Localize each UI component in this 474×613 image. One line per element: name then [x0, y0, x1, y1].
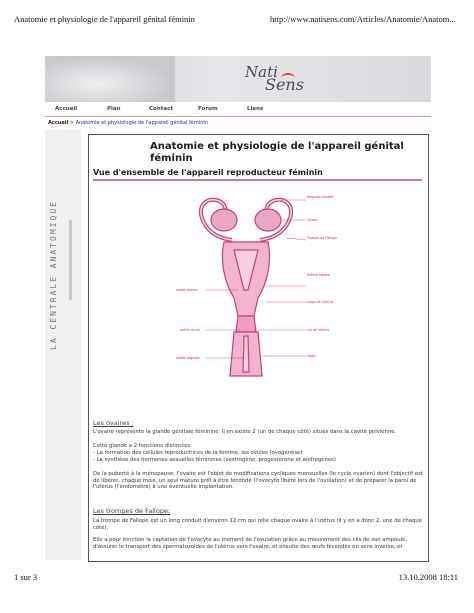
logo-text-2: Sens [265, 75, 304, 94]
print-footer [14, 572, 458, 584]
label-orifice: orifice du col [180, 328, 201, 332]
article-content [88, 134, 429, 562]
nav-contact[interactable]: Contact [149, 106, 173, 112]
breadcrumb-sep: > [68, 120, 76, 126]
nav-liens[interactable]: Liens [247, 106, 264, 112]
sidebar-bar [69, 220, 72, 300]
label-isthme: Isthme tubaire [307, 273, 330, 277]
banner-photo [45, 56, 175, 102]
trompes-p1: La trompe de Fallope est un long conduit d'environ 12 cm qui relie chaque ovaire à l'utérus (il y en a donc 2, une de chaque côté). [93, 518, 423, 531]
site-banner [45, 56, 431, 102]
page-frame [45, 130, 431, 560]
vaginal-canal [243, 336, 249, 372]
reproductive-system-diagram [136, 190, 356, 390]
label-col: col de l'utérus [307, 328, 330, 332]
article-subtitle: Vue d'ensemble de l'appareil reproducteur féminin [93, 168, 422, 181]
print-header-url: http://www.natisens.com/Articles/Anatomie/Anatom... [270, 14, 456, 24]
right-ovary [255, 209, 281, 231]
nav-forum[interactable]: Forum [198, 106, 218, 112]
nav-accueil[interactable]: Accueil [55, 106, 78, 112]
trompes-heading: Les trompes de Fallope: [93, 507, 171, 515]
ovaires-li1: - La formation des cellules reproductrices de la femme, les ovules (ovogénèse) [93, 450, 303, 456]
print-header [14, 14, 466, 26]
label-vagin: Vagin [307, 354, 316, 358]
main-nav [45, 106, 431, 117]
ovaires-p2: Cette glande a 2 fonctions distinctes: [93, 443, 193, 449]
print-header-title: Anatomie et physiologie de l'appareil génital féminin [14, 14, 195, 24]
nav-plan[interactable]: Plan [107, 106, 121, 112]
left-ovary [211, 209, 237, 231]
logo-text-1: Nati [245, 63, 278, 81]
label-ampoule: Ampoule tubaire [307, 195, 334, 199]
breadcrumb [48, 120, 208, 126]
label-corps: corps de l'utérus [307, 300, 334, 304]
uterus-illustration [201, 200, 291, 376]
sidebar [45, 130, 81, 560]
ovaires-p3: De la puberté à la ménopause, l'ovaire est l'objet de modifications cycliques mensuelles (le cycle ovarien) dont l'objectif est de libérer, chaque mois, un seul mature prêt à être fécondé (l'ovocyte libéré lors de l'ovulation) et de préparer la paroi de l'utérus (l'endomètre) à une éventuelle implantation. [93, 471, 423, 491]
label-ovaire: Ovaire [307, 218, 318, 222]
site-logo[interactable] [241, 60, 311, 98]
sidebar-label: LA CENTRALE ANATOMIQUE [49, 200, 58, 350]
breadcrumb-current[interactable]: Anatomie et physiologie de l'appareil génital féminin [75, 120, 208, 126]
print-footer-datetime: 13.10.2008 18:11 [398, 572, 458, 582]
label-cavite: cavité utérine [176, 288, 198, 292]
ovaires-li2: - La synthèse des hormones sexuelles féminines (oestrogène, progestérone et androgènes) [93, 457, 336, 463]
ovaires-p1: L'ovaire représente la glande génitale féminine. Il en existe 2 (un de chaque côté) situés dans la cavité pelvienne. [93, 429, 397, 435]
label-trompe: Trompe de Fallope [307, 236, 338, 240]
article-title: Anatomie et physiologie de l'appareil génital féminin [150, 141, 404, 164]
label-cavite-vaginale: cavité vaginale [176, 356, 200, 360]
cervix [236, 316, 256, 332]
breadcrumb-home[interactable]: Accueil [48, 120, 69, 126]
ovaires-heading: Les ovaires : [93, 419, 134, 427]
print-footer-page: 1 sur 3 [14, 572, 38, 582]
trompes-p2: Elle a pour fonction la captation de l'ovocyte au moment de l'ovulation grâce au mouvement des cils de son ampoule, d'assurer le transport des spermatozoïdes de l'utérus vers l'ovaire, et ensuite des œufs fécondés en sens inverse, et [93, 537, 408, 550]
